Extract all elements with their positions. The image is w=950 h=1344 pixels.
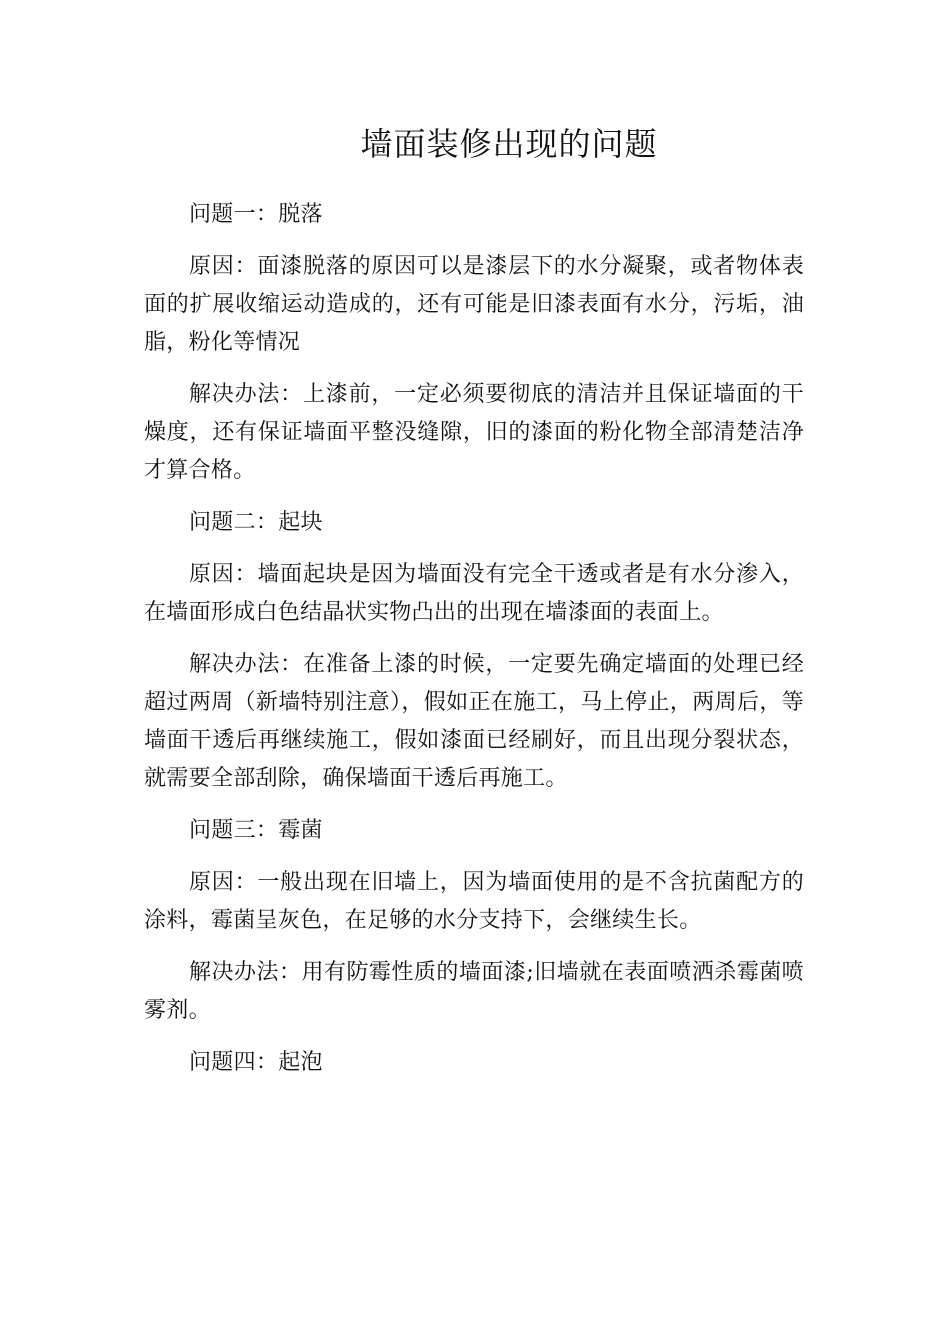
section-heading: 问题四：起泡 bbox=[189, 1050, 323, 1075]
paragraph: 解决办法：在准备上漆的时候，一定要先确定墙面的处理已经超过两周（新墙特别注意），假如正在施工，马上停止，两周后，等墙面干透后再继续施工，假如漆面已经刷好，而且出现分裂状态，就需要全部刮除，确保墙面干透后再施工。 bbox=[144, 652, 804, 791]
paragraph: 解决办法：上漆前，一定必须要彻底的清洁并且保证墙面的干燥度，还有保证墙面平整没缝隙，旧的漆面的粉化物全部清楚洁净才算合格。 bbox=[144, 382, 804, 483]
paragraph: 原因：墙面起块是因为墙面没有完全干透或者是有水分渗入，在墙面形成白色结晶状实物凸出的出现在墙漆面的表面上。 bbox=[144, 562, 804, 625]
paragraph: 原因：一般出现在旧墙上，因为墙面使用的是不含抗菌配方的涂料，霉菌呈灰色，在足够的水分支持下，会继续生长。 bbox=[144, 870, 804, 933]
paragraph: 原因：面漆脱落的原因可以是漆层下的水分凝聚，或者物体表面的扩展收缩运动造成的，还有可能是旧漆表面有水分，污垢，油脂，粉化等情况 bbox=[144, 254, 804, 355]
document-body bbox=[144, 196, 804, 1096]
paragraph: 解决办法：用有防霉性质的墙面漆;旧墙就在表面喷洒杀霉菌喷雾剂。 bbox=[144, 960, 804, 1023]
section-heading: 问题一：脱落 bbox=[189, 202, 323, 227]
section-heading: 问题三：霉菌 bbox=[189, 818, 323, 843]
document-title: 墙面装修出现的问题 bbox=[360, 125, 658, 163]
section-heading: 问题二：起块 bbox=[189, 510, 323, 535]
